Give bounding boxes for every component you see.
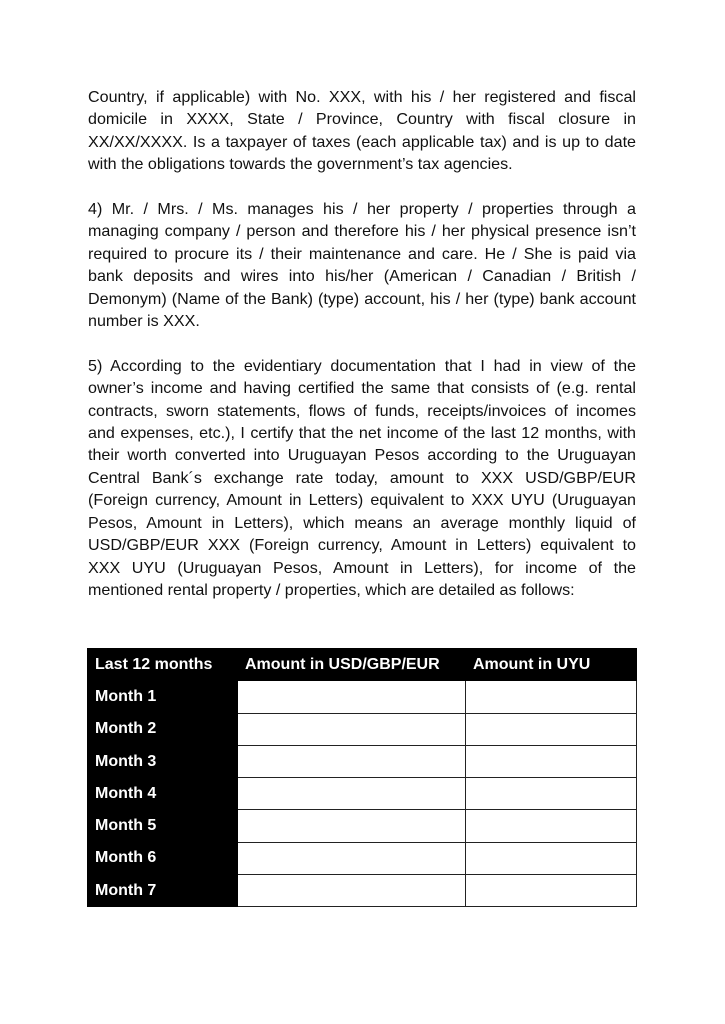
table-row xyxy=(88,681,637,713)
header-last-12-months: Last 12 months xyxy=(88,649,238,681)
cell-month-3-uyu[interactable] xyxy=(466,745,637,777)
row-label-month-6: Month 6 xyxy=(88,842,238,874)
cell-month-5-uyu[interactable] xyxy=(466,810,637,842)
cell-month-1-uyu[interactable] xyxy=(466,681,637,713)
row-label-month-3: Month 3 xyxy=(88,745,238,777)
table-row xyxy=(88,875,637,907)
row-label-month-1: Month 1 xyxy=(88,681,238,713)
row-label-month-5: Month 5 xyxy=(88,810,238,842)
header-amount-uyu: Amount in UYU xyxy=(466,649,637,681)
monthly-income-table xyxy=(87,648,637,907)
header-amount-foreign: Amount in USD/GBP/EUR xyxy=(238,649,466,681)
table-row xyxy=(88,842,637,874)
row-label-month-4: Month 4 xyxy=(88,778,238,810)
table-row xyxy=(88,778,637,810)
cell-month-6-uyu[interactable] xyxy=(466,842,637,874)
table-header-row xyxy=(88,649,637,681)
document-page xyxy=(88,86,636,624)
table-row xyxy=(88,713,637,745)
paragraph-fiscal-domicile: Country, if applicable) with No. XXX, with his / her registered and fiscal domicile in XXXX, State / Province, Country with fiscal closure in XX/XX/XXXX. Is a taxpayer of taxes (each applicable tax) and is up to date with the obligations towards the government’s tax agencies. xyxy=(88,88,636,174)
paragraph-5-income-certification: 5) According to the evidentiary documentation that I had in view of the owner’s income and having certified the same that consists of (e.g. rental contracts, sworn statements, flows of funds, receipts/invoices of incomes and expenses, etc.), I certify that the net income of the last 12 months, with their worth converted into Uruguayan Pesos according to the Uruguayan Central Bank´s exchange rate today, amount to XXX USD/GBP/EUR (Foreign currency, Amount in Letters) equivalent to XXX UYU (Uruguayan Pesos, Amount in Letters), which means an average monthly liquid of USD/GBP/EUR XXX (Foreign currency, Amount in Letters) equivalent to XXX UYU (Uruguayan Pesos, Amount in Letters), for income of the mentioned rental property / properties, which are detailed as follows: xyxy=(88,356,636,599)
paragraph-4-property-management: 4) Mr. / Mrs. / Ms. manages his / her property / properties through a managing company / person and therefore his / her physical presence isn’t required to procure its / their maintenance and care. He / She is paid via bank deposits and wires into his/her (American / Canadian / British / Demonym) (Name of the Bank) (type) account, his / her (type) bank account number is XXX. xyxy=(88,200,636,331)
cell-month-3-foreign[interactable] xyxy=(238,745,466,777)
row-label-month-2: Month 2 xyxy=(88,713,238,745)
cell-month-1-foreign[interactable] xyxy=(238,681,466,713)
cell-month-5-foreign[interactable] xyxy=(238,810,466,842)
table-row xyxy=(88,810,637,842)
table-row xyxy=(88,745,637,777)
cell-month-4-foreign[interactable] xyxy=(238,778,466,810)
cell-month-4-uyu[interactable] xyxy=(466,778,637,810)
cell-month-7-uyu[interactable] xyxy=(466,875,637,907)
cell-month-2-uyu[interactable] xyxy=(466,713,637,745)
cell-month-2-foreign[interactable] xyxy=(238,713,466,745)
income-table-container xyxy=(87,648,636,907)
cell-month-6-foreign[interactable] xyxy=(238,842,466,874)
row-label-month-7: Month 7 xyxy=(88,875,238,907)
cell-month-7-foreign[interactable] xyxy=(238,875,466,907)
